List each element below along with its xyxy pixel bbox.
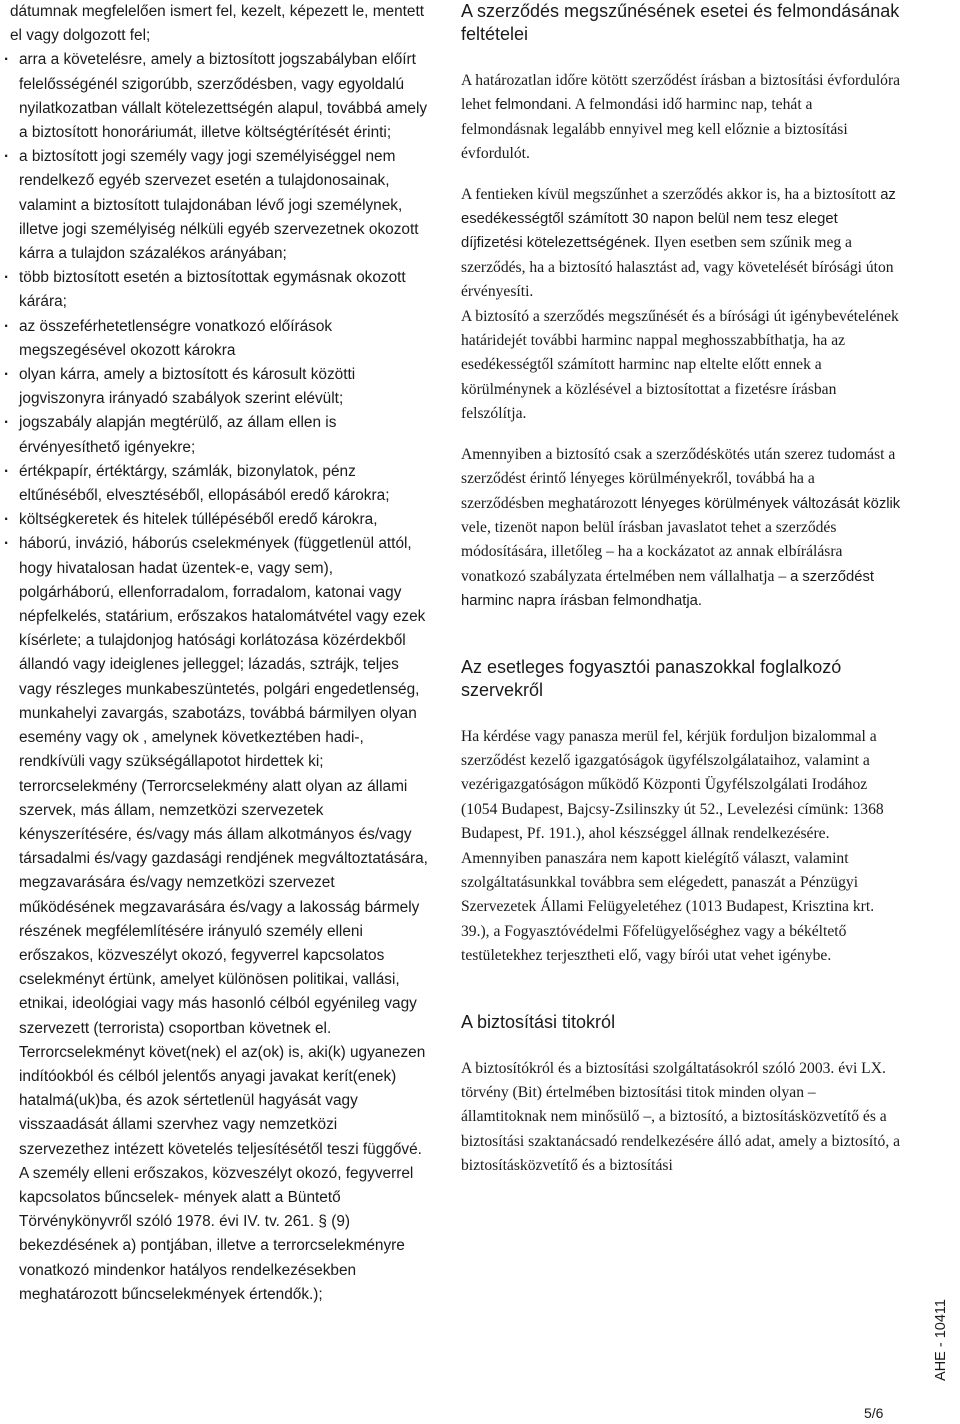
emphasis-text: az esedékességtől számított 30 napon belül nem tesz eleget díjfizetési kötelezettségének. <box>461 186 896 252</box>
page-number: 5/6 <box>864 1405 884 1421</box>
paragraph <box>461 69 901 167</box>
paragraph: A biztosító a szerződés megszűnését és a bírósági út igénybevételének határidejét további harminc nappal meghosszabbíthatja, ha az esedékességtől számított harminc nap eltelte előtt ennek a körülménynek a közlésével a biztosítottat a fizetésre írásban felszólítja. <box>461 307 899 423</box>
exclusion-item: · költségkeretek és hitelek túllépéséből eredő károkra, <box>10 508 428 532</box>
exclusion-item: · jogszabály alapján megtérülő, az állam ellen is érvényesíthető igényekre; <box>10 411 428 459</box>
paragraph <box>461 443 901 614</box>
right-column <box>461 0 901 1179</box>
text-span: vele, tizenöt napon belül írásban javaslatot tehet a szerződés módosítására, illetőleg – ha a kockázatot az annak elbírálásra vonatkozó szabályzata értelmében nem vállalhatja – <box>461 518 843 585</box>
section-title-termination: A szerződés megszűnésének esetei és felmondásának feltételei <box>461 1 900 44</box>
exclusion-item: · értékpapír, értéktárgy, számlák, bizonylatok, pénz eltűnéséből, elvesztéséből, ellopásából eredő károkra; <box>10 460 428 508</box>
document-code-text: AHE - 10411 <box>933 1299 950 1381</box>
exclusion-item: · több biztosított esetén a biztosítottak egymásnak okozott kárára; <box>10 266 428 314</box>
paragraph: A biztosítókról és a biztosítási szolgáltatásokról szóló 2003. évi LX. törvény (Bit) értelmében biztosítási titok minden olyan – államtitoknak nem minősülő –, a biztosító, a biztosításközvetítő és a biztosítási szaktanácsadó rendelkezésére álló adat, amely a biztosító, a biztosításközvetítő és a biztosítási <box>461 1059 901 1175</box>
section-title-complaints: Az esetleges fogyasztói panaszokkal foglalkozó szervekről <box>461 656 842 700</box>
intro-text: dátumnak megfelelően ismert fel, kezelt, képezett le, mentett el vagy dolgozott fel; <box>10 3 425 45</box>
paragraph: Ha kérdése vagy panasza merül fel, kérjük forduljon bizalommal a szerződést kezelő igazgatóságok ügyfélszolgálataihoz, valamint a vezérigazgatóságon működő Központi Ügyfélszolgálati Irodához (1054 Budapest, Bajcsy-Zsilinszky út 52., Levelezési címünk: 1368 Budapest, Pf. 191.), ahol készséggel állnak rendelkezésére. <box>461 727 884 843</box>
exclusion-item: · arra a követelésre, amely a biztosított jogszabályban előírt felelősségénél szigorúbb, szerződésben, vagy egyoldalú nyilatkozatban vállalt kötelezettségén alapul, továbbá amely a biztosított honoráriumát, illetve költségtérítését érinti; <box>10 48 428 145</box>
emphasis-text: felmondani. <box>495 97 572 114</box>
text-span: A határozatlan időre kötött szerződést írásban a biztosítási évfordulóra lehet <box>461 72 901 114</box>
exclusion-item: · háború, invázió, háborús cselekmények (függetlenül attól, hogy hivatalosan hadat üzentek-e, vagy sem), polgárháború, ellenforradalom, forradalom, katonai vagy népfelkelés, statárium, erőszakos hatalomátvétel vagy ezek kísérlete; a tulajdonjog hatósági korlátozása közérdekből állandó vagy ideiglenes jelleggel; lázadás, sztrájk, teljes vagy részleges munkabeszüntetés, polgári engedetlenség, munkahelyi zavargás, szabotázs, továbbá bármilyen olyan esemény vagy ok , amelynek következtében hadi-, rendkívüli vagy szükségállapotot hirdettek ki; terrorcselekmény (Terrorcselekmény alatt olyan az állami szervek, más állam, nemzetközi szervezetek kényszerítésére, és/vagy más állam alkotmányos és/vagy társadalmi és/vagy gazdasági rendjének megváltoztatására, megzavarására és/vagy nemzetközi szervezet működésének megzavarására és/vagy a lakosság bármely részének megfélemlítésére irányuló személy elleni erőszakos, közveszélyt okozó, fegyverrel kapcsolatos cselekményt értünk, amelyet különösen politikai, vallási, etnikai, ideológiai vagy más hasonló célból egyénileg vagy szervezett (terrorista) csoportban követnek el. Terrorcselekményt követ(nek) el az(ok) is, aki(k) ugyanezen indítóokból és célból jelentős anyagi javakat kerít(enek) hatalmá(uk)ba, és azok sértetlenül hagyását vagy visszaadását állami szervhez vagy nemzetközi szervezethez intézett követelés teljesítésétől teszi függővé. A személy elleni erőszakos, közveszélyt okozó, fegyverrel kapcsolatos bűncselek- mények alatt a Büntető Törvénykönyvről szóló 1978. évi IV. tv. 261. § (9) bekezdésének a) pontjában, illetve a terrorcselekményre vonatkozó mindenkor hatályos rendelkezésekben meghatározott bűncselekmények értendők.); <box>10 532 428 1307</box>
text-span: A fentieken kívül megszűnhet a szerződés akkor is, ha a biztosított <box>461 185 881 203</box>
exclusion-item: · az összeférhetetlenségre vonatkozó előírások megszegésével okozott károkra <box>10 315 428 363</box>
paragraph: Amennyiben panaszára nem kapott kielégítő választ, valamint szolgáltatásunkkal továbbra sem elégedett, panaszát a Pénzügyi Szervezetek Állami Felügyeletéhez (1013 Budapest, Krisztina krt. 39.), a Fogyasztóvédelmi Főfelügyelőséghez vagy a békéltető testületekhez terjesztheti elő, vagy bírói utat vehet igénybe. <box>461 849 875 965</box>
emphasis-text: lényeges körülmények változását közlik <box>641 495 901 512</box>
section-title-secrecy: A biztosítási titokról <box>461 1011 616 1032</box>
text-span: A felmondási idő harminc nap, tehát a felmondásnak legalább ennyivel meg kell előznie a biztosítási évfordulót. <box>461 96 848 163</box>
exclusion-item: · olyan kárra, amely a biztosított és károsult közötti jogviszonyra irányadó szabályok szerint elévült; <box>10 363 428 411</box>
left-column <box>10 0 428 1307</box>
emphasis-text: a szerződést harminc napra írásban felmondhatja. <box>461 568 874 610</box>
exclusion-item: · a biztosított jogi személy vagy jogi személyiséggel nem rendelkező egyéb szervezet esetén a tulajdonosainak, valamint a biztosított tulajdonában lévő jogi személynek, illetve jogi személyiség nélküli egyéb szervezetnek okozott kárra a tulajdon százalékos arányában; <box>10 145 428 266</box>
text-span: Ilyen esetben sem szűnik meg a szerződés, ha a biztosító halasztást ad, vagy követelését bírósági úton érvényesíti. <box>461 234 894 301</box>
text-span: Amennyiben a biztosító csak a szerződéskötés után szerez tudomást a szerződést érintő lényeges körülményekről, továbbá ha a szerződésben meghatározott <box>461 445 896 512</box>
paragraph <box>461 183 901 305</box>
document-code <box>926 1292 956 1388</box>
